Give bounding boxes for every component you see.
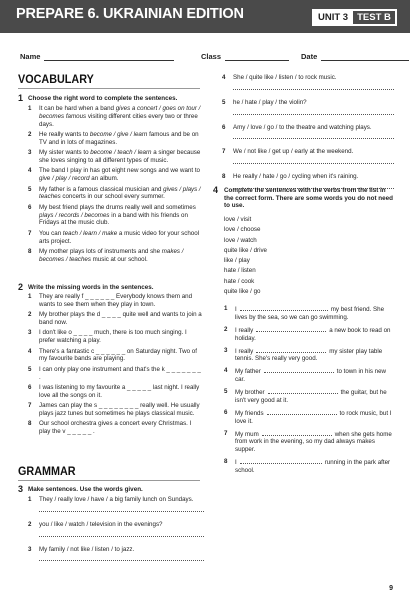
q4-items <box>224 305 396 479</box>
item-text: a music video for your school arts project. <box>39 229 200 245</box>
item-text: my best friend. She lives by the sea, so we can go swimming. <box>235 306 385 321</box>
answer-line[interactable] <box>233 156 394 164</box>
item-text: a singer because she loves singing to all different types of music. <box>39 149 201 164</box>
item-text: concerts in our school every summer. <box>60 193 165 201</box>
item-text: He really wants to <box>39 130 90 138</box>
list-item <box>28 149 204 165</box>
item-text: I really <box>235 347 254 355</box>
item-number: 6 <box>28 203 32 211</box>
item-number: 6 <box>28 383 32 391</box>
item-number: 5 <box>28 185 32 193</box>
answer-line[interactable] <box>233 82 394 90</box>
item-text: I <box>235 306 237 313</box>
name-line[interactable] <box>44 54 174 61</box>
item-text: famous and be on TV and in lots of magazines. <box>39 130 199 146</box>
word-option: hate / listen <box>224 267 256 275</box>
answer-blank[interactable] <box>268 388 338 394</box>
item-number: 7 <box>222 148 226 156</box>
item-text: There's a fantastic c _ _ _ _ _ _ on Saturday night. Two of my favourite bands are playing. <box>39 347 197 363</box>
item-number: 8 <box>224 458 228 466</box>
item-number: 8 <box>28 247 32 255</box>
item-number: 4 <box>224 367 228 375</box>
item-number: 1 <box>28 496 32 503</box>
item-text: She / quite like / listen / to rock music. <box>233 74 337 81</box>
item-number: 6 <box>222 123 226 131</box>
unit-label: UNIT 3 <box>318 12 349 23</box>
item-text: in a band with his friends on Fridays at the music club. <box>39 211 188 227</box>
item-text: It can be hard when a band <box>39 105 116 112</box>
item-number: 1 <box>28 293 32 300</box>
item-text: an album. <box>89 175 119 183</box>
item-text: The band I play in has got eight new songs and we want to <box>39 167 200 175</box>
item-text: I really <box>235 326 254 334</box>
word-option: love / choose <box>224 226 261 234</box>
item-number: 3 <box>28 545 32 553</box>
list-item <box>28 204 204 227</box>
item-text: You can <box>39 229 63 237</box>
answer-blank[interactable] <box>267 409 337 415</box>
item-number: 2 <box>224 325 228 333</box>
list-item <box>28 131 204 147</box>
item-number: 6 <box>224 408 228 416</box>
list-item <box>224 305 396 322</box>
answer-line[interactable] <box>39 504 204 512</box>
item-text: They / really love / have / a big family lunch on Sundays. <box>39 496 194 503</box>
list-item[interactable] <box>28 402 204 418</box>
item-text: Our school orchestra gives a concert every Christmas. I play the v _ _ _ _ _ . <box>39 420 192 436</box>
list-item[interactable] <box>28 311 204 327</box>
word-choices[interactable]: give / play / record <box>39 175 90 183</box>
list-item <box>28 546 204 554</box>
answer-line[interactable] <box>39 529 204 537</box>
item-text: My mum <box>235 430 259 438</box>
item-text: to town in his new car. <box>235 368 386 384</box>
item-number: 1 <box>224 305 228 312</box>
list-item[interactable] <box>28 329 204 345</box>
item-text: visiting different cities every two or three days. <box>39 112 198 128</box>
item-number: 3 <box>28 329 32 337</box>
item-number: 2 <box>28 311 32 319</box>
date-field[interactable] <box>301 52 409 61</box>
class-line[interactable] <box>225 54 289 61</box>
item-text: my sister play table tennis. She's really very good. <box>235 347 383 363</box>
q3-left-items <box>28 496 204 570</box>
item-number: 5 <box>28 365 32 373</box>
q4-number: 4 <box>213 185 219 195</box>
answer-blank[interactable] <box>240 305 328 311</box>
item-number: 1 <box>28 105 32 112</box>
item-text: music at our school. <box>90 255 148 263</box>
q4-word-list <box>224 215 344 297</box>
list-item <box>28 167 204 183</box>
list-item <box>222 173 394 181</box>
unit-badge <box>312 9 397 26</box>
item-text: My family / not like / listen / to jazz. <box>39 545 135 553</box>
q4-instruction: Complete the sentences with the verbs from the list in the correct form. There are some words you do not need to use. <box>224 187 394 209</box>
item-number: 5 <box>222 98 226 106</box>
word-choices[interactable]: plays / records / becomes <box>39 211 110 219</box>
item-number: 8 <box>222 173 226 181</box>
class-label: Class <box>201 52 222 61</box>
word-choices[interactable]: teach / learn / make <box>62 229 118 237</box>
answer-line[interactable] <box>233 107 394 115</box>
answer-blank[interactable] <box>256 347 326 353</box>
list-item <box>222 99 394 107</box>
item-number: 4 <box>28 347 32 355</box>
q1-instruction: Choose the right word to complete the sentences. <box>28 95 178 102</box>
q2-items <box>28 293 204 439</box>
item-text: I don't like o _ _ _ _ much, there is too much singing. I prefer watching a play. <box>39 329 187 345</box>
vocabulary-title: VOCABULARY <box>18 72 94 86</box>
word-option: hate / cook <box>224 277 255 285</box>
item-text: to rock music, but I love it. <box>235 409 392 425</box>
test-label: TEST B <box>353 11 395 24</box>
list-item <box>224 347 396 364</box>
q3-number: 3 <box>18 484 24 494</box>
word-choices[interactable]: become / give / learn <box>89 130 148 138</box>
answer-blank[interactable] <box>240 458 322 464</box>
word-option: love / visit <box>224 216 252 223</box>
word-option: quite like / drive <box>224 246 267 254</box>
item-text: My brother <box>235 389 265 397</box>
item-text: Amy / love / go / to the theatre and watching plays. <box>233 123 372 131</box>
list-item <box>222 124 394 132</box>
list-item[interactable] <box>28 384 204 400</box>
item-text: They are really f _ _ _ _ _ _ Everybody knows them and wants to see them when they play in town. <box>39 293 193 308</box>
list-item <box>28 521 204 529</box>
class-field[interactable] <box>201 52 289 61</box>
item-number: 2 <box>28 520 32 528</box>
answer-line[interactable] <box>39 553 204 561</box>
section-rule <box>18 88 200 89</box>
answer-blank[interactable] <box>264 367 334 373</box>
item-number: 7 <box>28 229 32 237</box>
header-title: PREPARE 6. UKRAINIAN EDITION <box>16 6 244 22</box>
list-item[interactable] <box>28 293 204 309</box>
word-choices[interactable]: makes / becomes / teaches <box>39 247 184 263</box>
answer-blank[interactable] <box>262 430 332 436</box>
list-item <box>224 367 396 384</box>
word-option: quite like / go <box>224 288 261 296</box>
item-text: you / like / watch / television in the evenings? <box>39 520 163 528</box>
item-text: I <box>235 459 237 467</box>
list-item <box>28 230 204 246</box>
list-item[interactable] <box>28 420 204 436</box>
item-text: My mother plays lots of instruments and she <box>39 247 162 255</box>
q1-number: 1 <box>18 93 24 103</box>
item-text: My father <box>235 368 261 376</box>
item-text: We / not like / get up / early at the weekend. <box>233 148 354 156</box>
list-item <box>224 430 396 454</box>
item-text: My friends <box>235 409 264 417</box>
item-number: 4 <box>222 74 226 81</box>
item-text: My best friend plays the drums really well and sometimes <box>39 203 196 211</box>
list-item <box>222 74 394 82</box>
item-text: I was listening to my favourite a _ _ _ _ _ last night. I really love all the songs on it. <box>39 383 200 399</box>
list-item <box>224 458 396 475</box>
item-number: 7 <box>28 402 32 410</box>
item-number: 2 <box>28 130 32 138</box>
item-number: 4 <box>28 167 32 175</box>
name-label: Name <box>20 52 41 61</box>
name-field[interactable] <box>20 52 174 61</box>
q3-instruction: Make sentences. Use the words given. <box>28 486 143 493</box>
answer-blank[interactable] <box>256 326 326 332</box>
word-choices[interactable]: become / teach / learn <box>90 149 152 157</box>
q2-number: 2 <box>18 282 24 292</box>
list-item <box>224 326 396 343</box>
item-text: My sister wants to <box>39 149 91 157</box>
list-item <box>28 496 204 504</box>
list-item <box>224 409 396 426</box>
item-text: the guitar, but he isn't very good at it. <box>235 389 387 404</box>
item-text: when she gets home from work in the evening, so my dad always makes supper. <box>235 430 392 454</box>
q3-right-items <box>222 74 394 198</box>
item-text: I can only play one instrument and that's the k _ _ _ _ _ _ _ . <box>39 365 201 381</box>
section-rule <box>18 480 200 481</box>
list-item <box>28 105 204 128</box>
word-option: like / play <box>224 257 250 265</box>
list-item[interactable] <box>28 366 204 382</box>
list-item <box>222 148 394 156</box>
item-number: 7 <box>224 429 228 437</box>
item-text: a new book to read on holiday. <box>235 326 391 342</box>
item-number: 3 <box>28 149 32 157</box>
item-text: running in the park after school. <box>235 459 391 475</box>
item-text: My father is a famous classical musician and <box>39 185 164 193</box>
word-choices[interactable]: gives a concert / goes on tour / becomes famous <box>39 105 201 120</box>
word-choices[interactable]: gives / plays / teaches <box>39 185 201 201</box>
page-number: 9 <box>389 585 393 592</box>
page-header <box>0 0 410 33</box>
item-number: 5 <box>224 388 228 396</box>
item-text: My brother plays the d _ _ _ _ quite well and wants to join a band now. <box>39 311 202 326</box>
date-line[interactable] <box>321 54 409 61</box>
item-text: James can play the s _ _ _ _ _ _ _ _ really well. He usually plays jazz tunes but sometimes he plays classical music. <box>39 402 200 417</box>
list-item[interactable] <box>28 348 204 364</box>
q2-instruction: Write the missing words in the sentences. <box>28 284 154 291</box>
word-option: love / watch <box>224 236 257 244</box>
item-text: he / hate / play / the violin? <box>233 98 307 106</box>
list-item <box>28 248 204 264</box>
list-item <box>28 186 204 202</box>
q1-items <box>28 105 204 266</box>
item-number: 8 <box>28 420 32 428</box>
grammar-title: GRAMMAR <box>18 464 76 478</box>
date-label: Date <box>301 52 318 61</box>
list-item <box>224 388 396 405</box>
item-number: 3 <box>224 346 228 354</box>
item-text: He really / hate / go / cycling when it's raining. <box>233 173 359 181</box>
answer-line[interactable] <box>233 131 394 139</box>
